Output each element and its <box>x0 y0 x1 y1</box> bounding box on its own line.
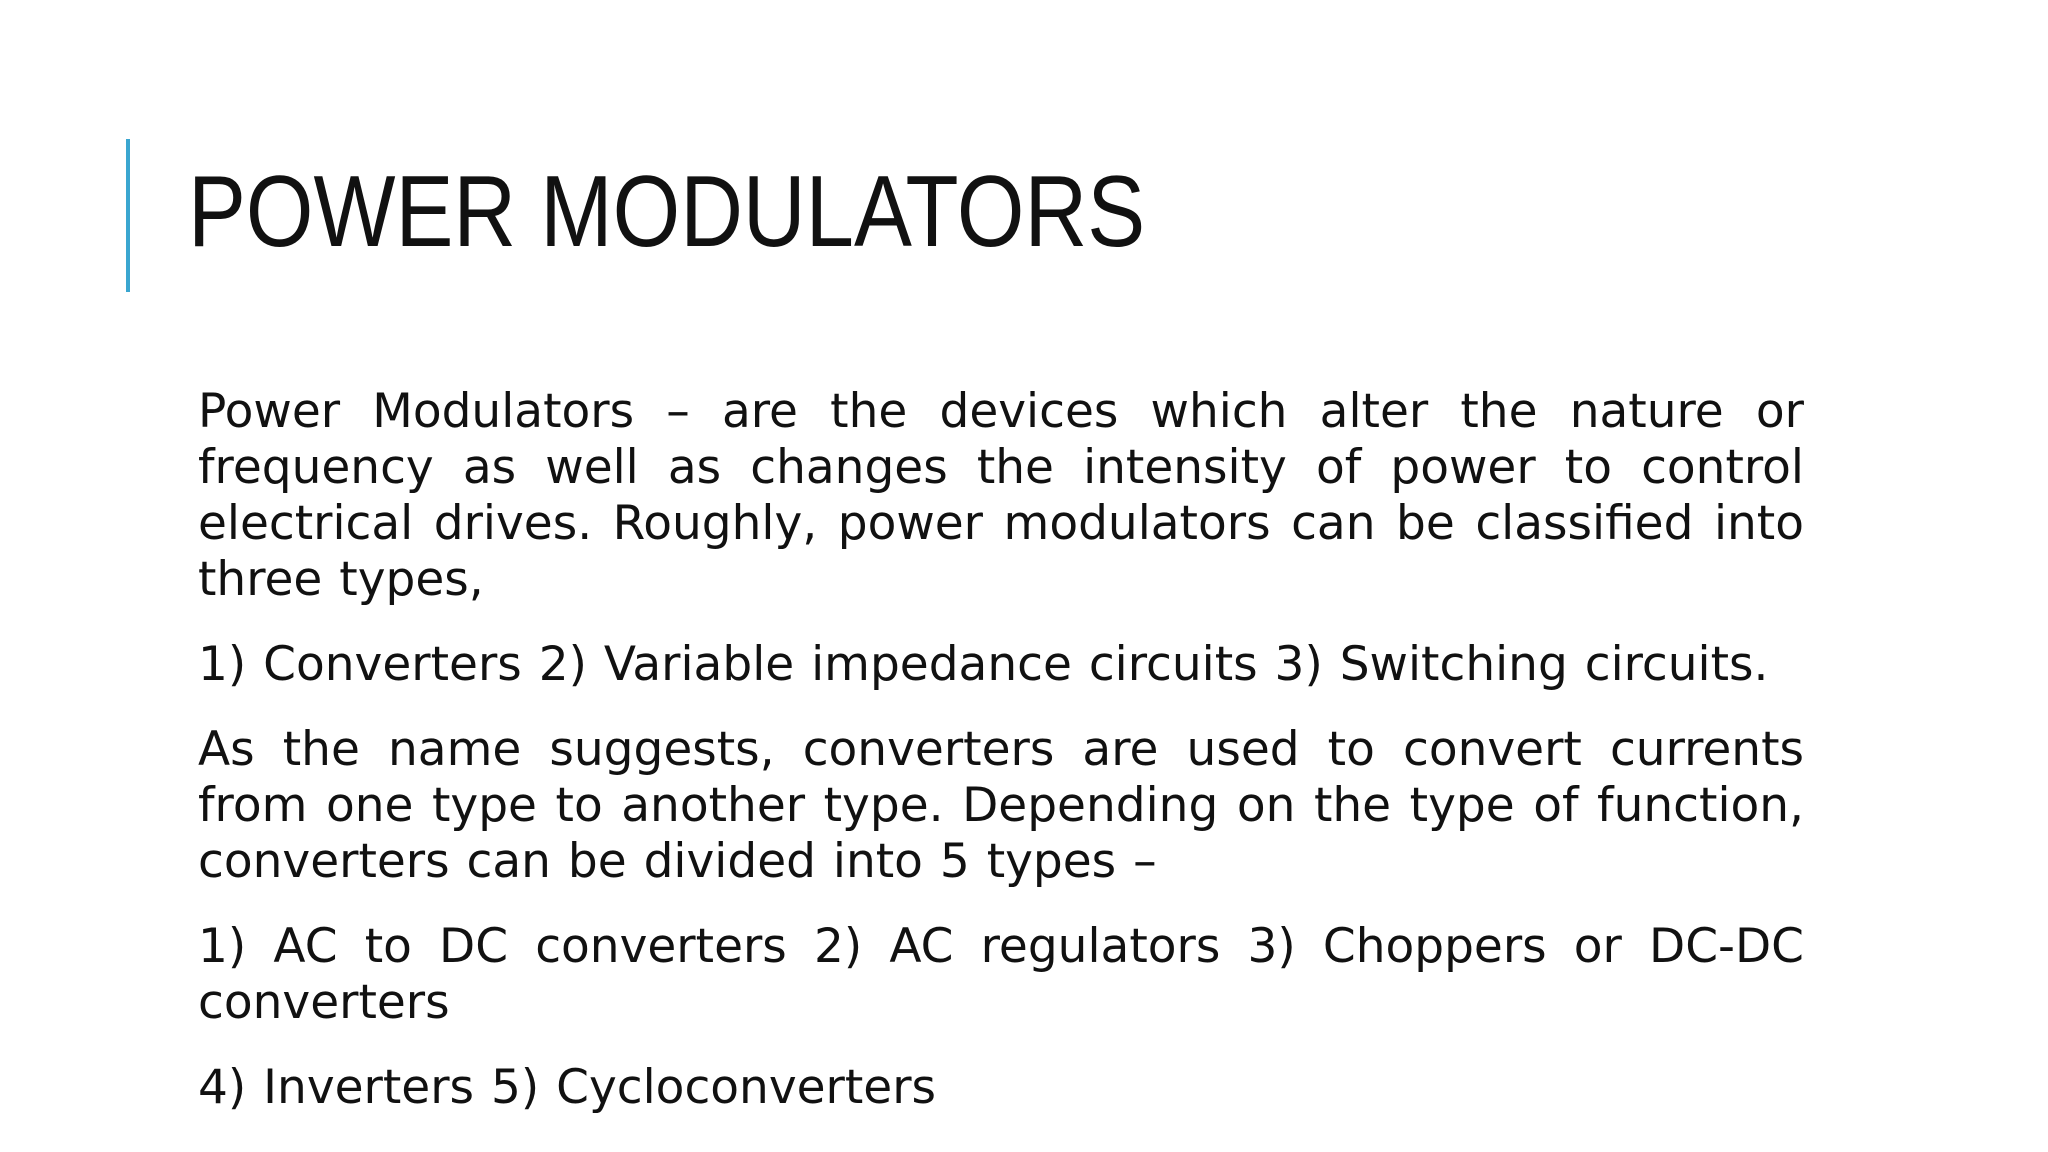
body-paragraph-converters: As the name suggests, converters are used to convert currents from one type to another type. Depending on the type of function, converters can be divided into 5 types – <box>198 722 1804 889</box>
body-paragraph-types: 1) Converters 2) Variable impedance circuits 3) Switching circuits. <box>198 637 1769 692</box>
body-paragraph-intro: Power Modulators – are the devices which alter the nature or frequency as well as changes the intensity of power to control electrical drives. Roughly, power modulators can be classified into three types, <box>198 384 1804 607</box>
slide-title: POWER MODULATORS <box>188 156 1146 268</box>
title-accent-bar <box>126 139 130 292</box>
body-paragraph-converter-list: 1) AC to DC converters 2) AC regulators 3) Choppers or DC-DC converters <box>198 919 1804 1030</box>
body-paragraph-converter-list-cont: 4) Inverters 5) Cycloconverters <box>198 1060 937 1115</box>
slide-body <box>198 384 1804 1145</box>
